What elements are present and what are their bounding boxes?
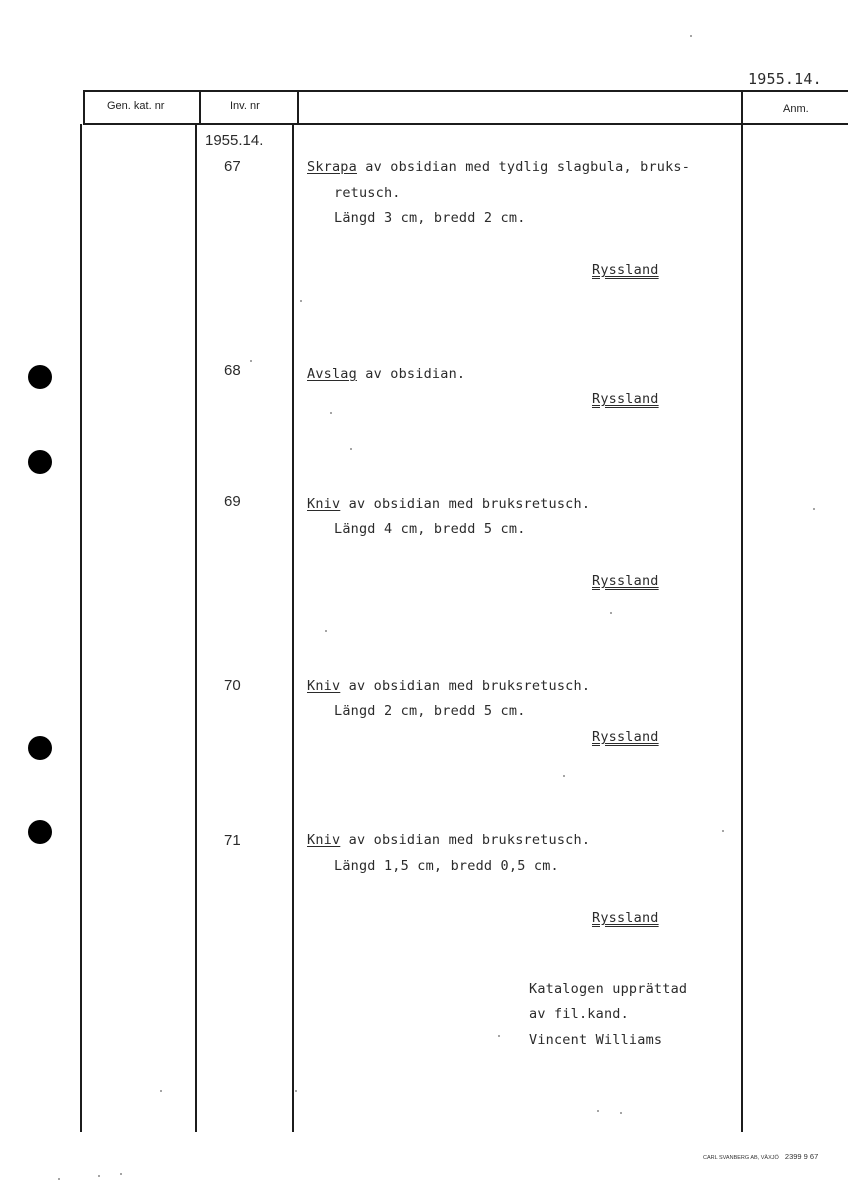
- scan-speck: [610, 612, 612, 614]
- description-text: av obsidian.: [356, 366, 466, 382]
- column-rule: [741, 90, 743, 1132]
- catalog-number: 1955.14.: [748, 70, 822, 88]
- scan-speck: [98, 1175, 100, 1177]
- column-header-gen-kat: Gen. kat. nr: [107, 100, 165, 112]
- measurements: Längd 1,5 cm, bredd 0,5 cm.: [334, 858, 559, 874]
- column-rule: [83, 90, 85, 124]
- scan-speck: [722, 830, 724, 832]
- description-text: av obsidian med bruksretusch.: [340, 832, 591, 848]
- scan-speck: [58, 1178, 60, 1180]
- scan-speck: [250, 360, 252, 362]
- description-text: av obsidian med tydlig slagbula, bruks-: [356, 159, 691, 175]
- entry-description: [307, 159, 690, 175]
- object-type: Kniv: [307, 678, 341, 694]
- description-text: av obsidian med bruksretusch.: [340, 678, 591, 694]
- column-rule: [292, 124, 294, 1132]
- entry-description: [307, 496, 590, 512]
- object-type: Avslag: [307, 366, 357, 382]
- provenance: Ryssland: [592, 573, 659, 589]
- signature-name: Vincent Williams: [529, 1032, 663, 1048]
- scan-speck: [350, 448, 352, 450]
- object-type: Kniv: [307, 496, 341, 512]
- column-rule: [297, 90, 299, 124]
- printer-mark: [703, 1152, 818, 1161]
- scan-speck: [498, 1035, 500, 1037]
- printer-name: CARL SVANBERG AB, VÄXJÖ: [703, 1155, 779, 1161]
- object-type: Skrapa: [307, 159, 357, 175]
- scan-speck: [597, 1110, 599, 1112]
- punch-hole: [28, 736, 52, 760]
- signature-line: av fil.kand.: [529, 1006, 629, 1022]
- scan-speck: [295, 1090, 297, 1092]
- signature-line: Katalogen upprättad: [529, 981, 688, 997]
- scan-speck: [620, 1112, 622, 1114]
- column-rule: [195, 124, 197, 1132]
- header-top-rule: [83, 90, 848, 92]
- column-rule: [80, 124, 82, 1132]
- object-type: Kniv: [307, 832, 341, 848]
- column-header-anm: Anm.: [783, 103, 809, 115]
- inventory-number: 71: [224, 832, 241, 849]
- punch-hole: [28, 365, 52, 389]
- description-text: av obsidian med bruksretusch.: [340, 496, 591, 512]
- scan-speck: [300, 300, 302, 302]
- inventory-number: 67: [224, 158, 241, 175]
- provenance: Ryssland: [592, 729, 659, 745]
- scan-speck: [330, 412, 332, 414]
- column-header-inv: Inv. nr: [230, 100, 260, 112]
- scan-speck: [325, 630, 327, 632]
- punch-hole: [28, 450, 52, 474]
- scan-speck: [813, 508, 815, 510]
- measurements: Längd 3 cm, bredd 2 cm.: [334, 210, 526, 226]
- entry-description: [307, 832, 590, 848]
- provenance: Ryssland: [592, 910, 659, 926]
- column-rule: [199, 90, 201, 124]
- scan-speck: [120, 1173, 122, 1175]
- series-number: 1955.14.: [205, 132, 264, 149]
- provenance: Ryssland: [592, 262, 659, 278]
- measurements: Längd 2 cm, bredd 5 cm.: [334, 703, 526, 719]
- scan-speck: [160, 1090, 162, 1092]
- entry-description: [307, 678, 590, 694]
- entry-description: [307, 366, 465, 382]
- inventory-number: 68: [224, 362, 241, 379]
- header-bottom-rule: [83, 123, 848, 125]
- punch-hole: [28, 820, 52, 844]
- form-code: 2399 9 67: [784, 1152, 819, 1161]
- scan-speck: [563, 775, 565, 777]
- inventory-number: 69: [224, 493, 241, 510]
- description-continuation: retusch.: [334, 185, 401, 201]
- scan-speck: [690, 35, 692, 37]
- measurements: Längd 4 cm, bredd 5 cm.: [334, 521, 526, 537]
- provenance: Ryssland: [592, 391, 659, 407]
- inventory-number: 70: [224, 677, 241, 694]
